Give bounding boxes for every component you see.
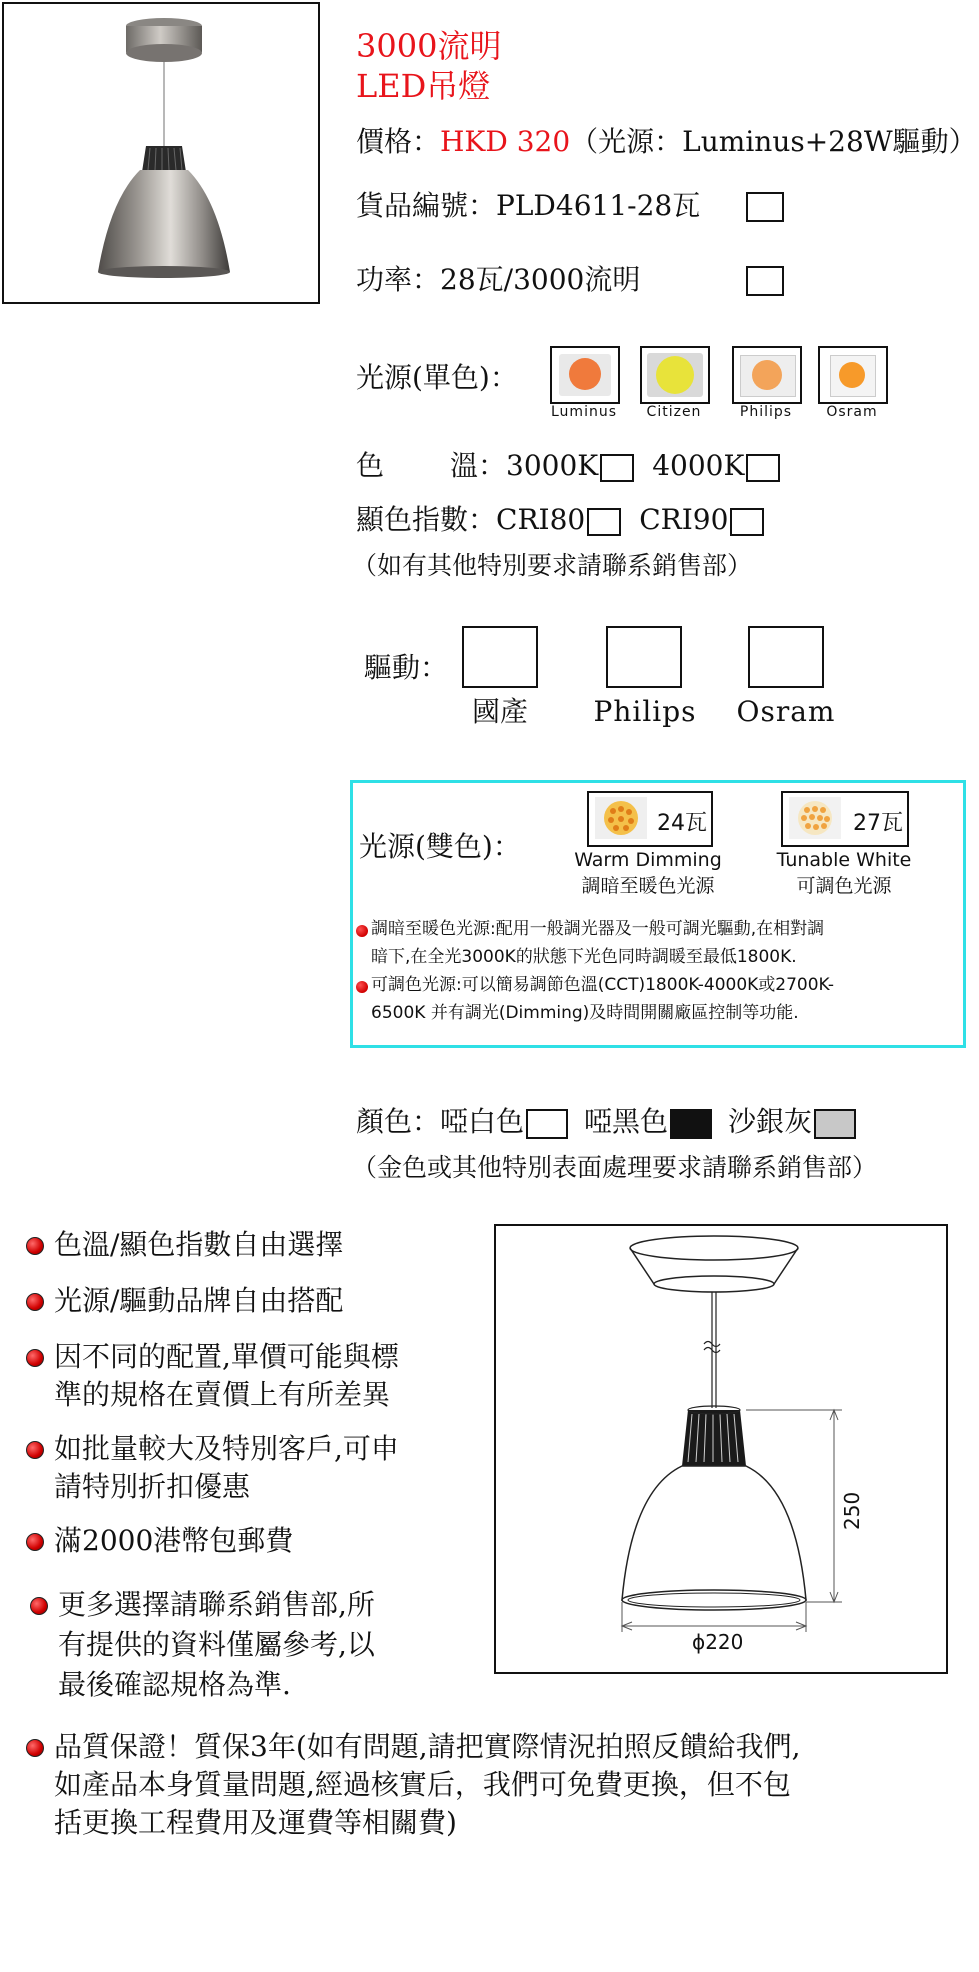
luminus-chip-emitter bbox=[569, 358, 601, 390]
driver-philips-checkbox[interactable] bbox=[606, 626, 682, 688]
note1-bullet-icon bbox=[356, 925, 368, 937]
tunable-white-chip-option[interactable] bbox=[781, 791, 909, 847]
chip-luminus-label: Luminus bbox=[551, 404, 617, 420]
chip-luminus-option[interactable] bbox=[550, 346, 620, 404]
warm-dimming-en: Warm Dimming bbox=[574, 849, 722, 871]
price-value: HKD 320 bbox=[440, 125, 571, 158]
warm-dimming-chip-icon bbox=[595, 797, 647, 839]
dual-note2-line1: 可調色光源:可以簡易調節色溫(CCT)1800K-4000K或2700K- bbox=[371, 975, 835, 995]
finish-row bbox=[356, 1102, 856, 1142]
chip-citizen-label: Citizen bbox=[646, 404, 702, 420]
tunable-white-zh: 可調色光源 bbox=[796, 875, 892, 897]
finish-white-label: 啞白色 bbox=[440, 1105, 525, 1138]
bullet-brand-mix: 光源/驅動品牌自由搭配 bbox=[54, 1284, 344, 1317]
pendant-lamp-photo bbox=[4, 4, 318, 302]
color-temp-4000k: 4000K bbox=[652, 449, 745, 482]
finish-white-swatch[interactable] bbox=[526, 1109, 568, 1139]
osram-chip-emitter bbox=[839, 362, 865, 388]
citizen-chip-emitter bbox=[656, 356, 694, 394]
warm-dimming-zh: 調暗至暖色光源 bbox=[581, 875, 715, 897]
finish-black-label: 啞黑色 bbox=[584, 1105, 669, 1138]
cri-80: CRI80 bbox=[496, 503, 586, 536]
bullet-price-diff-l1: 因不同的配置,單價可能與標 bbox=[54, 1340, 399, 1373]
bullet-discount-l1: 如批量較大及特別客戶,可申 bbox=[54, 1432, 399, 1465]
dimension-drawing bbox=[496, 1226, 946, 1672]
warranty-line3: 括更換工程費用及運費等相關費) bbox=[54, 1806, 457, 1839]
power-checkbox[interactable] bbox=[746, 266, 784, 296]
special-request-note: （如有其他特別要求請聯系銷售部） bbox=[352, 551, 753, 580]
color-temp-3000k: 3000K bbox=[506, 449, 599, 482]
power-spec: 功率：28瓦/3000流明 bbox=[356, 263, 641, 296]
dual-note1-line2: 暗下,在全光3000K的狀態下光色同時調暖至最低1800K. bbox=[371, 947, 797, 967]
bullet-discount-l2: 請特別折扣優惠 bbox=[54, 1470, 251, 1503]
driver-osram-checkbox[interactable] bbox=[748, 626, 824, 688]
warranty-line1: 品質保證！質保3年(如有問題,請把實際情況拍照反饋給我們, bbox=[54, 1730, 801, 1763]
tunable-white-chip-icon bbox=[789, 797, 841, 839]
color-temp-3000k-checkbox[interactable] bbox=[600, 454, 634, 482]
bullet-contact-l2: 有提供的資料僅屬參考,以 bbox=[58, 1628, 375, 1661]
finish-label: 顏色： bbox=[356, 1105, 441, 1138]
color-temp-label-b: 溫： bbox=[450, 449, 507, 482]
bullet-icon bbox=[26, 1739, 44, 1757]
dual-color-panel bbox=[350, 780, 966, 1048]
warm-dimming-chip-option[interactable] bbox=[587, 791, 713, 847]
chip-citizen-option[interactable] bbox=[640, 346, 710, 404]
diameter-dimension-label: ϕ220 bbox=[692, 1630, 744, 1654]
tunable-white-watt: 27瓦 bbox=[853, 811, 903, 836]
product-title-line2: LED吊燈 bbox=[356, 67, 491, 105]
bullet-price-diff-l2: 準的規格在賣價上有所差異 bbox=[54, 1378, 391, 1411]
cri-80-checkbox[interactable] bbox=[587, 508, 621, 536]
price-label: 價格： bbox=[356, 125, 441, 158]
light-source-single-label: 光源(單色)： bbox=[356, 361, 518, 394]
price-row bbox=[356, 122, 977, 162]
finish-note: （金色或其他特別表面處理要求請聯系銷售部） bbox=[352, 1153, 878, 1182]
warm-dimming-watt: 24瓦 bbox=[657, 811, 707, 836]
finish-black-swatch[interactable] bbox=[670, 1109, 712, 1139]
item-number: 貨品編號：PLD4611-28瓦 bbox=[356, 189, 701, 222]
color-temp-row bbox=[356, 446, 780, 486]
color-temp-4000k-checkbox[interactable] bbox=[746, 454, 780, 482]
bullet-icon bbox=[26, 1441, 44, 1459]
bullet-contact-l1: 更多選擇請聯系銷售部,所 bbox=[58, 1588, 375, 1621]
dual-color-label: 光源(雙色)： bbox=[359, 830, 521, 863]
warranty-line2: 如產品本身質量問題,經過核實后，我們可免費更換，但不包 bbox=[54, 1768, 791, 1801]
price-note: （光源：Luminus+28W驅動） bbox=[570, 125, 977, 158]
bullet-free-shipping: 滿2000港幣包郵費 bbox=[54, 1524, 294, 1557]
bullet-contact-l3: 最後確認規格為準. bbox=[58, 1668, 291, 1701]
cri-label: 顯色指數： bbox=[356, 503, 497, 536]
color-temp-label-a: 色 bbox=[356, 449, 385, 482]
dual-note1-line1: 調暗至暖色光源:配用一般調光器及一般可調光驅動,在相對調 bbox=[371, 919, 825, 939]
bullet-icon bbox=[26, 1533, 44, 1551]
bullet-icon bbox=[26, 1349, 44, 1367]
bullet-icon bbox=[30, 1597, 48, 1615]
bullet-color-cri: 色溫/顯色指數自由選擇 bbox=[54, 1228, 344, 1261]
chip-philips-option[interactable] bbox=[732, 346, 802, 404]
driver-philips-label: Philips bbox=[593, 695, 697, 728]
product-photo-frame bbox=[2, 2, 320, 304]
note2-bullet-icon bbox=[356, 981, 368, 993]
dual-note2-line2: 6500K 并有調光(Dimming)及時間開關廠區控制等功能. bbox=[371, 1003, 799, 1023]
driver-label: 驅動： bbox=[364, 651, 449, 684]
cri-row bbox=[356, 500, 764, 540]
driver-osram-label: Osram bbox=[736, 695, 836, 728]
bullet-icon bbox=[26, 1237, 44, 1255]
chip-osram-label: Osram bbox=[826, 404, 878, 420]
dimension-drawing-frame bbox=[494, 1224, 948, 1674]
finish-grey-label: 沙銀灰 bbox=[728, 1105, 813, 1138]
chip-philips-label: Philips bbox=[739, 404, 793, 420]
height-dimension-label: 250 bbox=[840, 1491, 864, 1530]
philips-chip-emitter bbox=[752, 360, 782, 390]
cri-90: CRI90 bbox=[639, 503, 729, 536]
driver-domestic-checkbox[interactable] bbox=[462, 626, 538, 688]
product-title-line1: 3000流明 bbox=[356, 27, 502, 65]
item-number-checkbox[interactable] bbox=[746, 192, 784, 222]
tunable-white-en: Tunable White bbox=[776, 849, 912, 871]
cri-90-checkbox[interactable] bbox=[730, 508, 764, 536]
driver-domestic-label: 國產 bbox=[471, 695, 528, 728]
bullet-icon bbox=[26, 1293, 44, 1311]
chip-osram-option[interactable] bbox=[818, 346, 888, 404]
finish-grey-swatch[interactable] bbox=[814, 1109, 856, 1139]
